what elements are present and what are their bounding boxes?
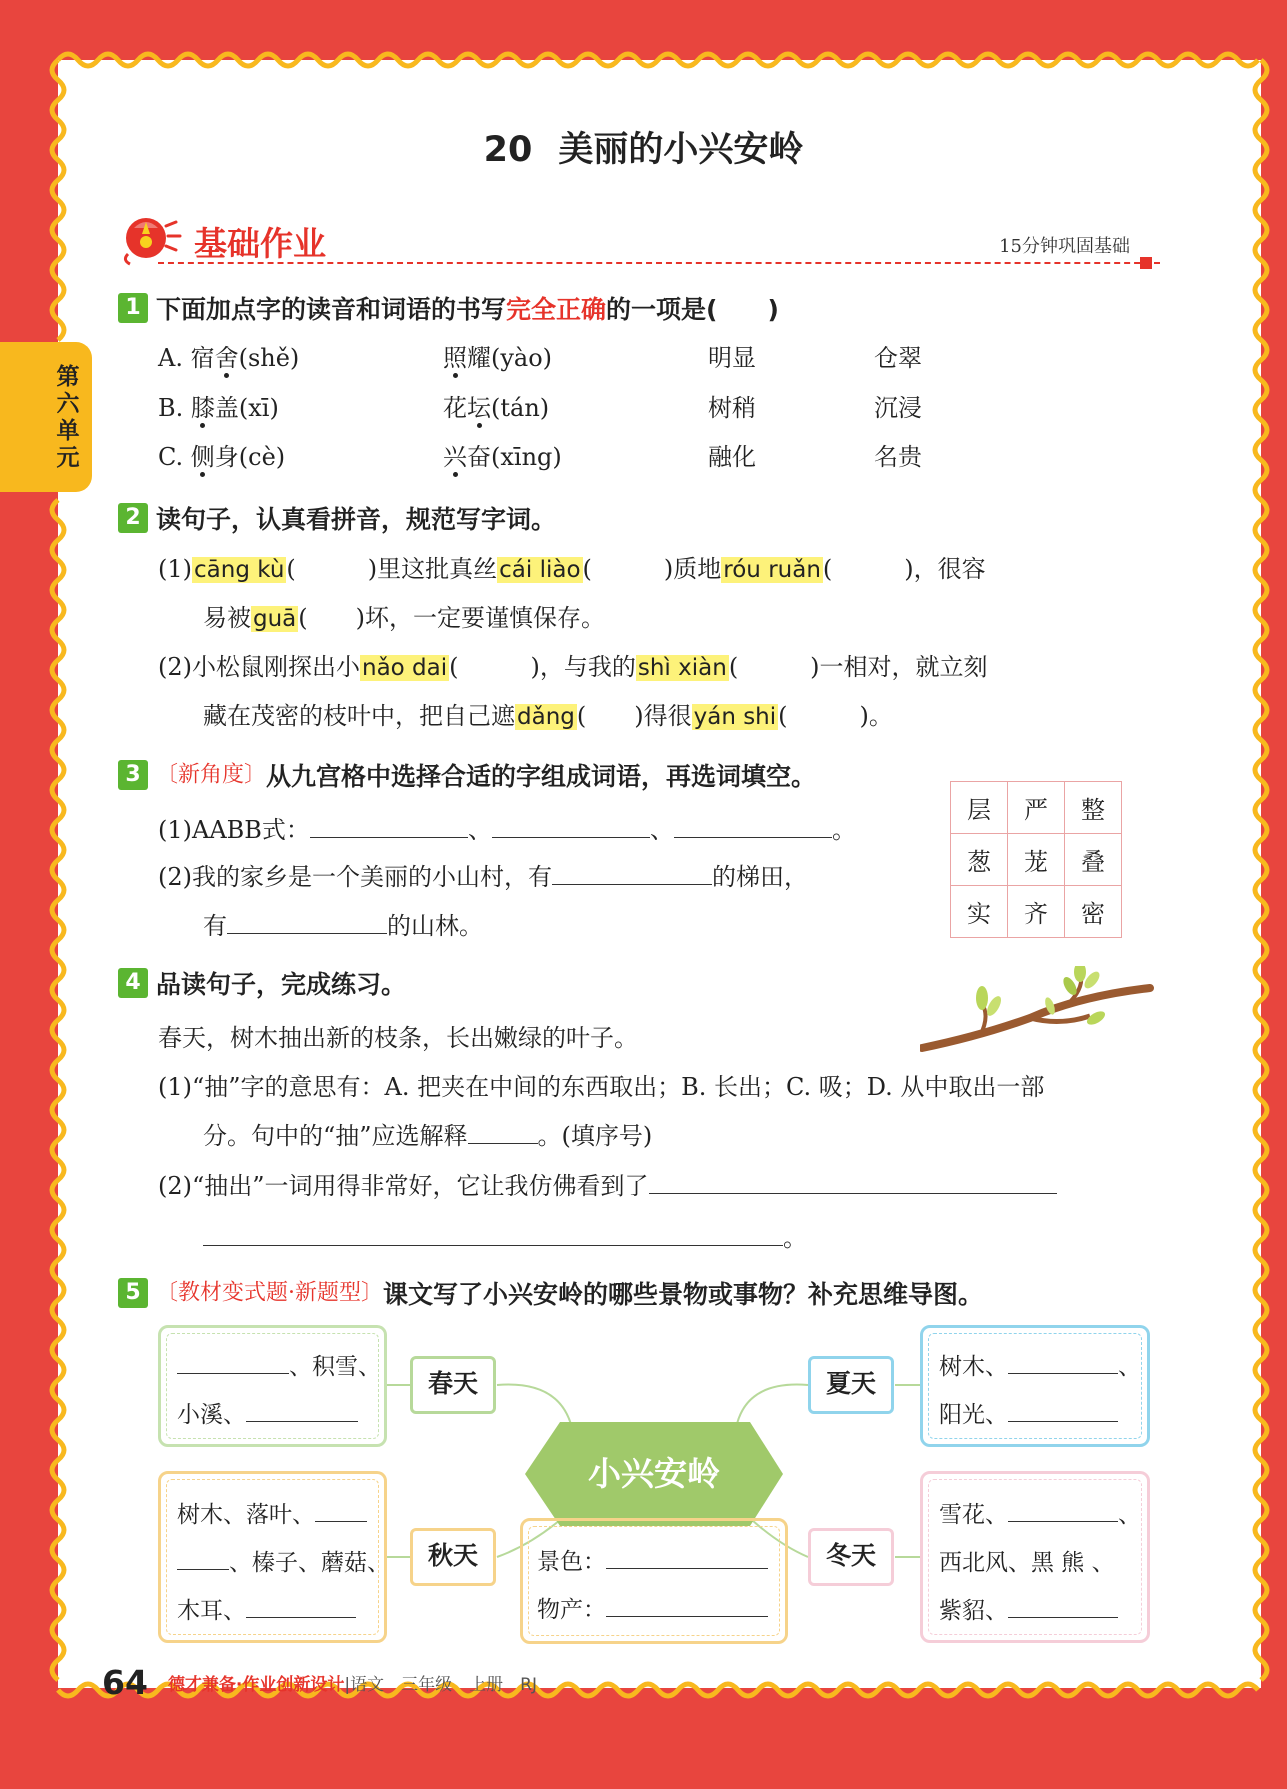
grid-cell: 齐	[1008, 886, 1065, 938]
q1-option-b-word4: 沉浸	[874, 394, 922, 422]
center-info-box: 景色： 物产：	[520, 1518, 788, 1644]
grid-cell: 茏	[1008, 834, 1065, 886]
pinyin-highlight: guā	[253, 606, 297, 632]
q3-line-2: (2)我的家乡是一个美丽的小山村，有 的梯田，	[158, 863, 808, 891]
grid-cell: 密	[1065, 886, 1122, 938]
pinyin-highlight: cāng kù	[194, 557, 285, 583]
page-number: 64	[102, 1663, 148, 1702]
answer-blank[interactable]	[1008, 1596, 1118, 1618]
question-1-prompt: 1 下面加点字的读音和词语的书写完全正确的一项是( )	[118, 290, 779, 326]
grid-cell: 严	[1008, 782, 1065, 834]
q4-line-2: 分。句中的“抽”应选解释 。(填序号)	[203, 1122, 653, 1150]
spring-box: 、积雪、 小溪、	[158, 1325, 387, 1447]
lesson-number: 20	[483, 130, 533, 170]
question-4-prompt: 4 品读句子，完成练习。	[118, 965, 406, 1001]
q1-option-a[interactable]: A. 宿舍(shě)	[158, 344, 300, 372]
footer-brand: 德才兼备·作业创新设计	[167, 1675, 345, 1695]
question-5-prompt: 5 〔教材变式题·新题型〕课文写了小兴安岭的哪些景物或事物？补充思维导图。	[118, 1275, 983, 1311]
footer-meta: |语文 三年级 上册 RJ	[344, 1675, 537, 1695]
q1-option-c[interactable]: C. 侧身(cè)	[158, 443, 286, 471]
grid-cell: 层	[951, 782, 1008, 834]
q1-option-c-word2: 兴奋(xīng)	[443, 443, 562, 471]
pinyin-highlight: dǎng	[517, 704, 575, 730]
q1-option-a-word4: 仓翠	[874, 344, 922, 372]
answer-blank[interactable]	[177, 1352, 289, 1374]
q2-line-1[interactable]: (1)cāng kù( )里这批真丝cái liào( )质地róu ruǎn( )，很容	[158, 555, 986, 583]
q4-line-3: (2)“抽出”一词用得非常好，它让我仿佛看到了	[158, 1166, 1057, 1201]
summer-box: 树木、 、 阳光、	[920, 1325, 1150, 1447]
q4-line-4: 。	[203, 1218, 807, 1253]
answer-blank[interactable]	[1008, 1500, 1118, 1522]
question-tag: 〔新角度〕	[156, 762, 267, 788]
q1-option-c-word4: 名贵	[874, 443, 922, 471]
q4-line-1: (1)“抽”字的意思有：A. 把夹在中间的东西取出；B. 长出；C. 吸；D. 从中取出一部	[158, 1073, 1045, 1101]
pinyin-highlight: nǎo dai	[362, 655, 448, 681]
answer-blank[interactable]	[606, 1547, 768, 1569]
q1-option-b-word2: 花坛(tán)	[443, 394, 550, 422]
grid-cell: 整	[1065, 782, 1122, 834]
q4-sentence: 春天，树木抽出新的枝条，长出嫩绿的叶子。	[158, 1024, 638, 1052]
answer-blank[interactable]	[1008, 1400, 1118, 1422]
q3-line-1: (1)AABB式： 、 、 。	[158, 816, 856, 844]
mindmap-center-label: 小兴安岭	[588, 1454, 720, 1493]
pinyin-highlight: róu ruǎn	[723, 557, 821, 583]
question-4-number: 4	[118, 968, 148, 998]
q1-option-b-word3: 树稍	[708, 394, 756, 422]
answer-blank[interactable]	[246, 1400, 358, 1422]
season-autumn-label: 秋天	[410, 1528, 496, 1586]
answer-blank[interactable]	[246, 1596, 356, 1618]
question-5-number: 5	[118, 1278, 148, 1308]
question-2-prompt: 2 读句子，认真看拼音，规范写字词。	[118, 500, 556, 536]
section-label: 基础作业	[194, 224, 326, 263]
winter-box: 雪花、 、 西北风、黑 熊 、 紫貂、	[920, 1471, 1150, 1643]
q1-option-a-word2: 照耀(yào)	[443, 344, 553, 372]
section-sub: 15分钟巩固基础	[999, 236, 1130, 257]
question-tag: 〔教材变式题·新题型〕	[156, 1280, 383, 1306]
season-summer-label: 夏天	[808, 1356, 894, 1414]
question-2-number: 2	[118, 503, 148, 533]
pinyin-highlight: yán shi	[693, 704, 777, 730]
autumn-box: 树木、落叶、 、榛子、蘑菇、 木耳、	[158, 1471, 387, 1643]
q1-option-b[interactable]: B. 膝盖(xī)	[158, 394, 279, 422]
answer-blank[interactable]	[1008, 1352, 1118, 1374]
season-winter-label: 冬天	[808, 1528, 894, 1586]
question-1-number: 1	[118, 293, 148, 323]
answer-blank[interactable]	[606, 1595, 768, 1617]
season-spring-label: 春天	[410, 1356, 496, 1414]
q3-line-3: 有 的山林。	[203, 912, 483, 940]
pinyin-highlight: cái liào	[499, 557, 581, 583]
grid-cell: 叠	[1065, 834, 1122, 886]
grid-cell: 实	[951, 886, 1008, 938]
unit-tab-label: 第六单元	[56, 364, 80, 471]
q2-line-2[interactable]: 易被guā( )坏，一定要谨慎保存。	[203, 604, 606, 632]
question-3-number: 3	[118, 760, 148, 790]
grid-cell: 葱	[951, 834, 1008, 886]
lesson-title-text: 美丽的小兴安岭	[558, 130, 804, 170]
answer-blank[interactable]	[177, 1548, 229, 1570]
q1-option-c-word3: 融化	[708, 443, 756, 471]
pinyin-highlight: shì xiàn	[637, 655, 727, 681]
q2-line-3[interactable]: (2)小松鼠刚探出小nǎo dai( )，与我的shì xiàn( )一相对，就立刻	[158, 653, 988, 681]
emphasis-text: 完全正确	[506, 295, 607, 324]
q2-line-4[interactable]: 藏在茂密的枝叶中，把自己遮dǎng( )得很yán shi( )。	[203, 702, 893, 730]
page-footer	[102, 1663, 537, 1702]
answer-blank[interactable]	[315, 1500, 367, 1522]
q1-option-a-word3: 明显	[708, 344, 756, 372]
question-3-prompt: 3 〔新角度〕从九宫格中选择合适的字组成词语，再选词填空。	[118, 757, 816, 793]
